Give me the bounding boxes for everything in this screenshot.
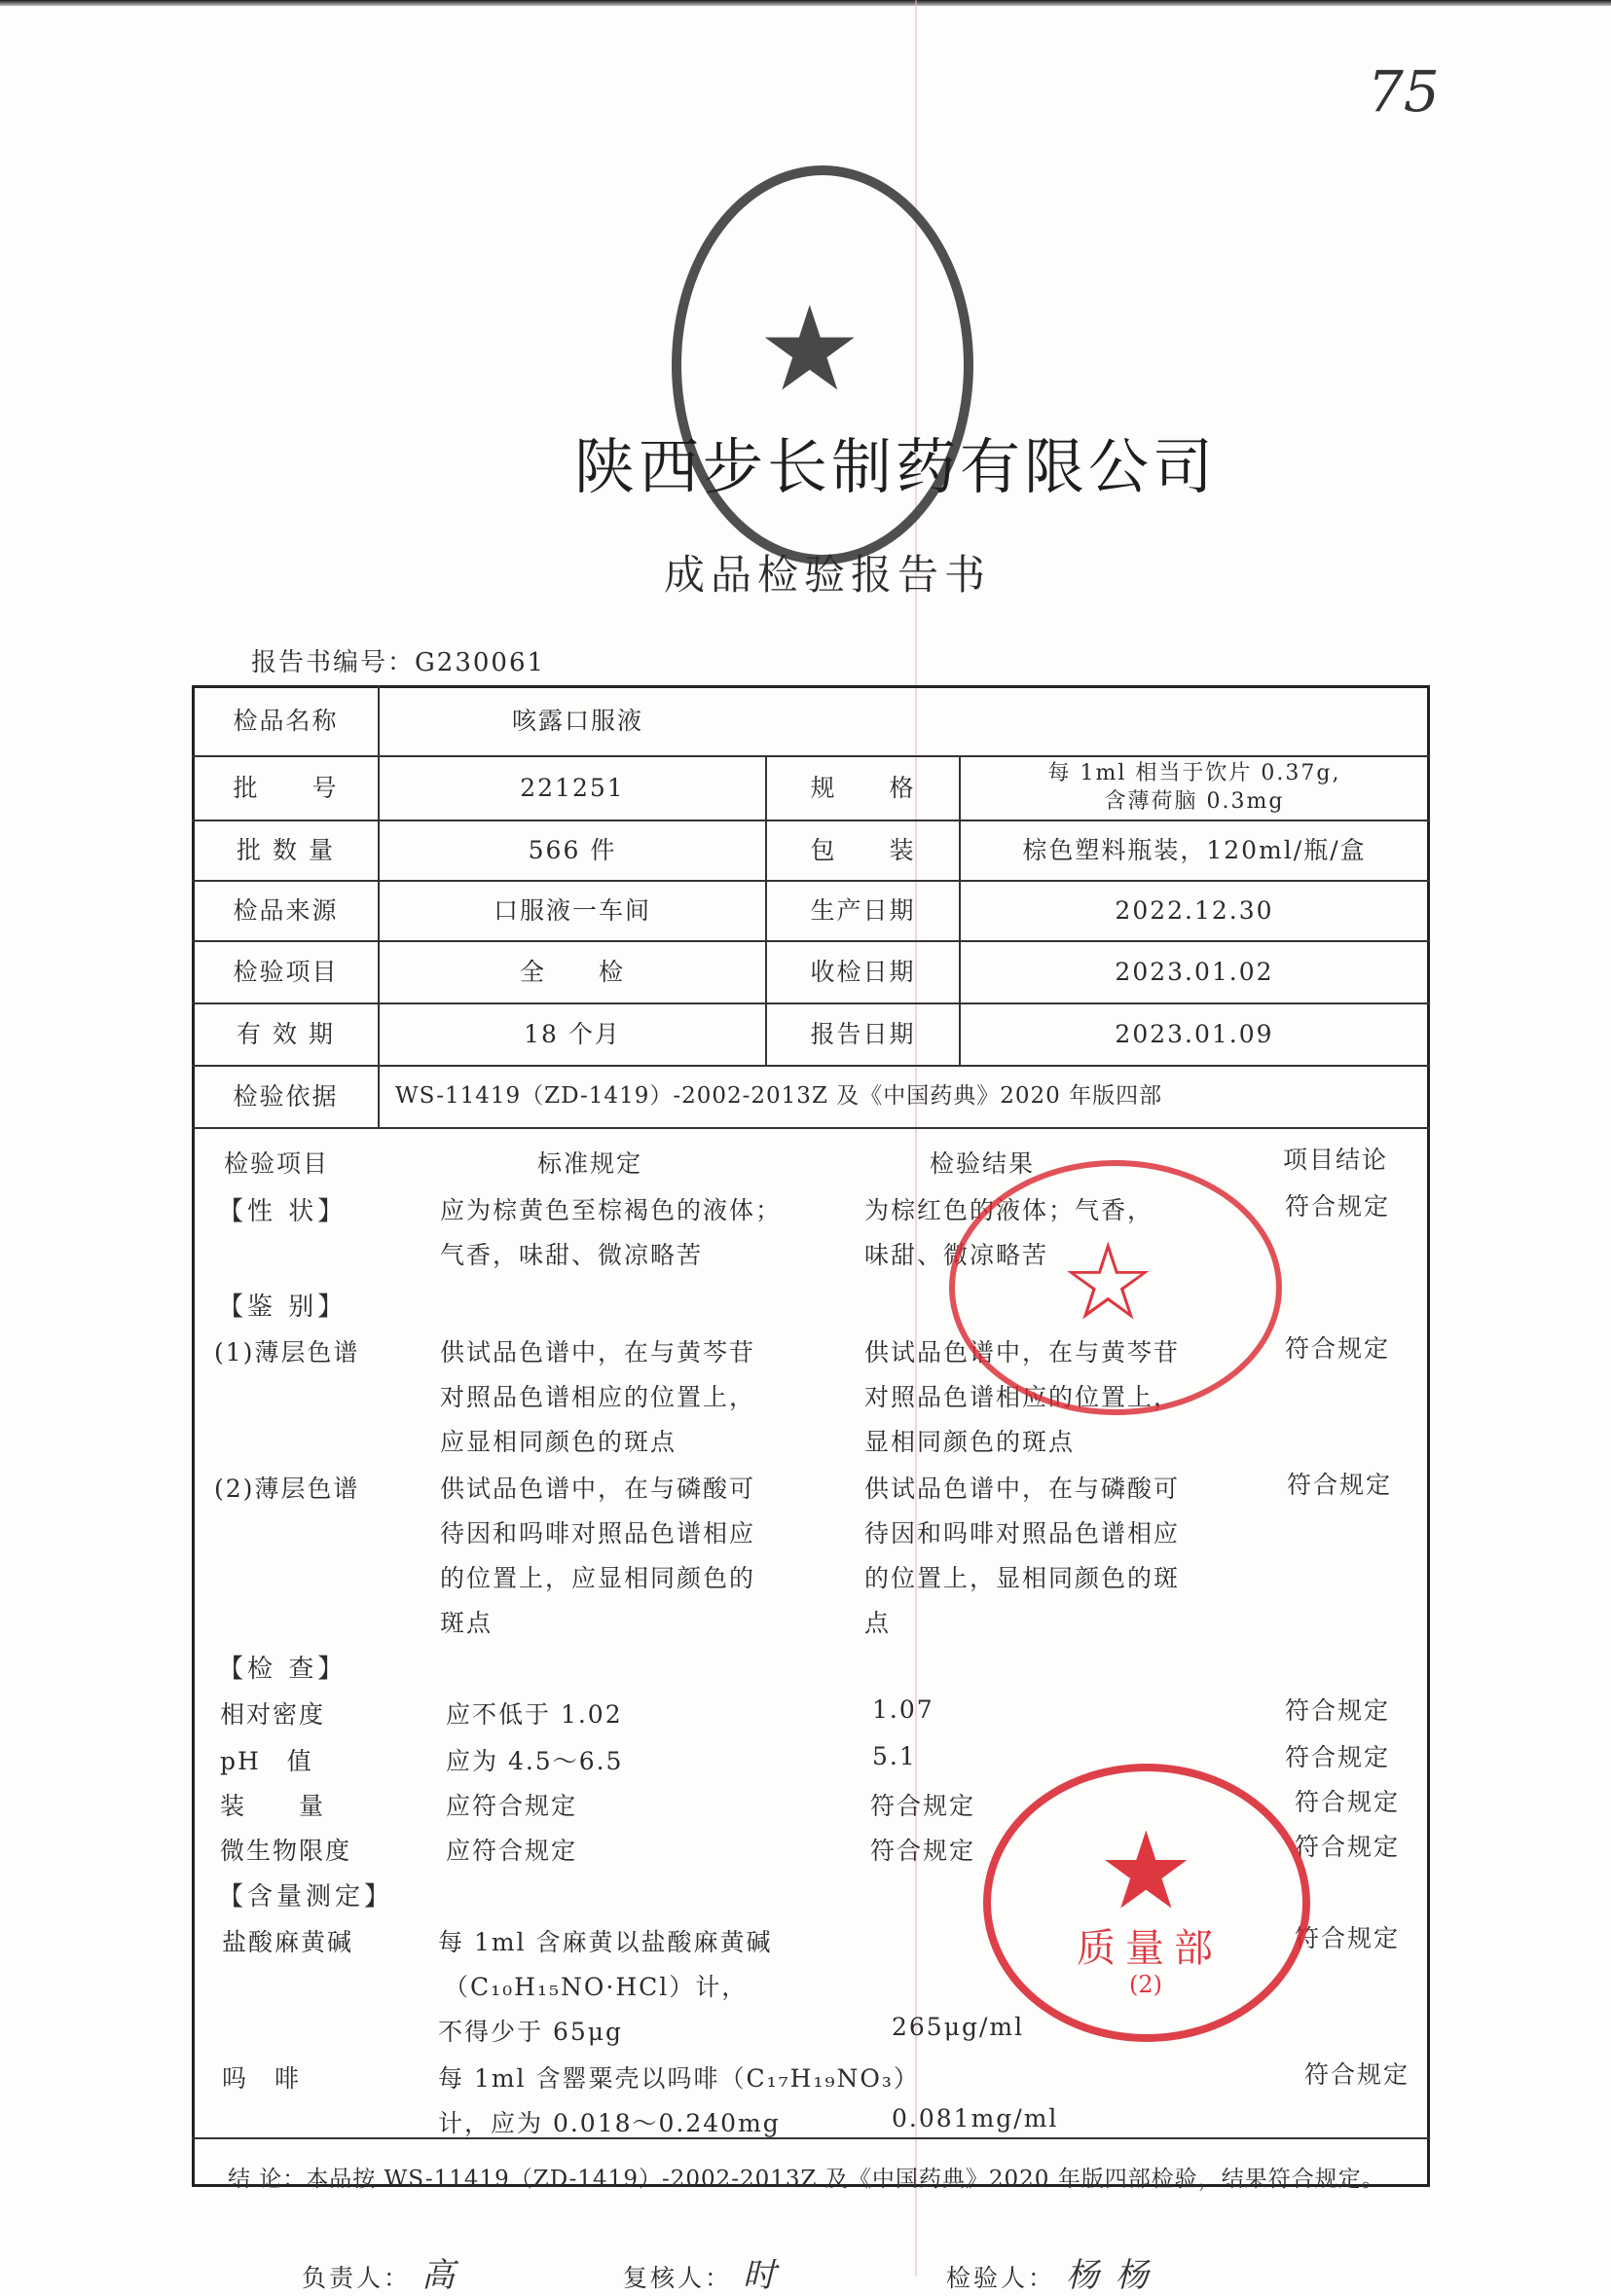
report-number-value: G230061 — [415, 648, 546, 677]
tlc2-result-4: 点 — [864, 1609, 892, 1637]
ephedrine-name: 盐酸麻黄碱 — [222, 1928, 354, 1956]
tlc2-standard-2: 待因和吗啡对照品色谱相应 — [440, 1519, 756, 1548]
density-conclusion: 符合规定 — [1285, 1696, 1391, 1725]
reviewer-signature — [623, 2248, 779, 2296]
tlc1-result-2: 对照品色谱相应的位置上， — [864, 1383, 1181, 1411]
row-divider — [192, 2137, 1430, 2139]
ph-result: 5.1 — [872, 1742, 917, 1770]
seal-star-icon: ★ — [757, 282, 862, 418]
batch-no: 221251 — [520, 773, 625, 802]
seal-sub: (2) — [1129, 1971, 1162, 1998]
tlc1-name: (1)薄层色谱 — [214, 1338, 360, 1367]
responsible-label: 负责人： — [302, 2264, 412, 2292]
microbial-standard: 应符合规定 — [446, 1837, 578, 1865]
morphine-name: 吗 啡 — [222, 2064, 302, 2093]
ph-name: pH 值 — [220, 1747, 313, 1775]
responsible-name: 高 — [421, 2256, 458, 2295]
label-spec: 规 格 — [810, 773, 916, 802]
tlc1-result-3: 显相同颜色的斑点 — [864, 1428, 1076, 1456]
density-result: 1.07 — [872, 1695, 934, 1724]
report-date: 2023.01.09 — [1115, 1019, 1274, 1048]
label-inspection-item: 检验项目 — [233, 957, 339, 986]
label-validity: 有 效 期 — [237, 1019, 335, 1048]
company-name: 陕西步长制药有限公司 — [574, 431, 1218, 502]
morphine-standard-2: 计，应为 0.018～0.240mg — [438, 2109, 781, 2137]
section-inspection: 【检 查】 — [218, 1655, 348, 1684]
section-assay: 【含量测定】 — [218, 1882, 394, 1912]
spec-line-1: 每 1ml 相当于饮片 0.37g, — [1047, 761, 1341, 786]
col-header-item: 检验项目 — [224, 1149, 330, 1178]
receive-date: 2023.01.02 — [1115, 957, 1274, 986]
appearance-standard-1: 应为棕黄色至棕褐色的液体； — [440, 1196, 783, 1224]
scan-edge — [0, 0, 1611, 6]
seal-label: 质量部 — [1077, 1926, 1223, 1971]
tlc2-standard-3: 的位置上，应显相同颜色的 — [440, 1564, 756, 1592]
label-package: 包 装 — [810, 835, 916, 864]
volume-standard: 应符合规定 — [446, 1792, 578, 1820]
col-header-conclusion: 项目结论 — [1283, 1146, 1389, 1174]
row-divider — [192, 1127, 1430, 1129]
spec-line-2: 含薄荷脑 0.3mg — [1104, 789, 1285, 814]
spec — [961, 757, 1428, 820]
label-product-name: 检品名称 — [233, 706, 339, 735]
appearance-result-1: 为棕红色的液体；气香， — [864, 1196, 1154, 1224]
col-header-standard: 标准规定 — [537, 1149, 643, 1178]
label-source: 检品来源 — [233, 895, 339, 925]
microbial-name: 微生物限度 — [220, 1837, 352, 1865]
source: 口服液一车间 — [493, 895, 651, 925]
reviewer-name: 时 — [742, 2256, 779, 2295]
tlc2-result-2: 待因和吗啡对照品色谱相应 — [864, 1519, 1181, 1548]
volume-conclusion: 符合规定 — [1295, 1788, 1401, 1816]
report-number — [251, 642, 545, 678]
label-batch-no: 批 号 — [233, 773, 339, 802]
microbial-conclusion: 符合规定 — [1295, 1833, 1401, 1861]
seal-star-icon: ☆ — [1060, 1220, 1156, 1344]
product-name: 咳露口服液 — [512, 706, 644, 735]
density-standard: 应不低于 1.02 — [446, 1700, 623, 1729]
distributor-seal — [949, 1160, 1282, 1415]
volume-name: 装 量 — [220, 1792, 326, 1820]
reviewer-label: 复核人： — [623, 2264, 733, 2292]
section-appearance: 【性 状】 — [218, 1197, 348, 1226]
tlc2-result-3: 的位置上，显相同颜色的斑 — [864, 1564, 1181, 1592]
tlc2-conclusion: 符合规定 — [1287, 1471, 1393, 1499]
tlc1-standard-1: 供试品色谱中，在与黄芩苷 — [440, 1338, 756, 1367]
final-conclusion: 结 论：本品按 WS-11419（ZD-1419）-2002-2013Z 及《中国药典》2020 年版四部检验，结果符合规定。 — [228, 2167, 1385, 2192]
appearance-result-2: 味甜、微凉略苦 — [864, 1241, 1049, 1269]
ephedrine-standard-3: 不得少于 65μg — [438, 2018, 624, 2046]
density-name: 相对密度 — [220, 1700, 326, 1729]
appearance-standard-2: 气香，味甜、微凉略苦 — [440, 1241, 704, 1269]
production-date: 2022.12.30 — [1115, 895, 1274, 925]
inspector-name: 杨 杨 — [1065, 2256, 1152, 2295]
ephedrine-standard-1: 每 1ml 含麻黄以盐酸麻黄碱 — [438, 1928, 773, 1956]
appearance-conclusion: 符合规定 — [1285, 1192, 1391, 1221]
ph-standard: 应为 4.5～6.5 — [446, 1747, 624, 1775]
ph-conclusion: 符合规定 — [1285, 1743, 1391, 1771]
tlc2-name: (2)薄层色谱 — [214, 1475, 360, 1503]
microbial-result: 符合规定 — [870, 1837, 976, 1865]
label-batch-qty: 批 数 量 — [237, 835, 335, 864]
tlc2-standard-4: 斑点 — [440, 1609, 494, 1637]
inspector-label: 检验人： — [946, 2264, 1056, 2292]
document-title: 成品检验报告书 — [664, 551, 992, 599]
seal-star-icon: ★ — [1098, 1808, 1194, 1933]
tlc1-result-1: 供试品色谱中，在与黄芩苷 — [864, 1338, 1181, 1367]
page-mark: 75 — [1368, 58, 1440, 125]
basis: WS-11419（ZD-1419）-2002-2013Z 及《中国药典》2020 年版四部 — [395, 1083, 1163, 1110]
inspector-signature — [946, 2248, 1152, 2296]
volume-result: 符合规定 — [870, 1792, 976, 1820]
tlc1-standard-3: 应显相同颜色的斑点 — [440, 1428, 677, 1456]
tlc2-result-1: 供试品色谱中，在与磷酸可 — [864, 1475, 1181, 1503]
quality-dept-seal — [983, 1764, 1310, 2042]
label-production-date: 生产日期 — [810, 895, 916, 925]
responsible-signature — [302, 2248, 458, 2296]
tlc2-standard-1: 供试品色谱中，在与磷酸可 — [440, 1475, 756, 1503]
morphine-standard-1: 每 1ml 含罂粟壳以吗啡（C₁₇H₁₉NO₃） — [438, 2064, 920, 2093]
package: 棕色塑料瓶装，120ml/瓶/盒 — [1022, 835, 1367, 864]
label-basis: 检验依据 — [233, 1081, 339, 1111]
tlc1-standard-2: 对照品色谱相应的位置上， — [440, 1383, 756, 1411]
section-identification: 【鉴 别】 — [218, 1293, 348, 1322]
validity: 18 个月 — [524, 1019, 621, 1048]
label-receive-date: 收检日期 — [810, 957, 916, 986]
morphine-conclusion: 符合规定 — [1304, 2060, 1410, 2089]
report-number-label: 报告书编号： — [251, 648, 416, 677]
ephedrine-conclusion: 符合规定 — [1295, 1924, 1401, 1952]
col-header-result: 检验结果 — [930, 1149, 1036, 1178]
ephedrine-standard-2: （C₁₀H₁₅NO·HCl）计， — [444, 1973, 749, 2001]
batch-qty: 566 件 — [528, 835, 617, 864]
morphine-result: 0.081mg/ml — [892, 2104, 1059, 2132]
tlc1-conclusion: 符合规定 — [1285, 1334, 1391, 1363]
ephedrine-result: 265μg/ml — [892, 2013, 1025, 2041]
inspection-item: 全 检 — [519, 957, 625, 986]
label-report-date: 报告日期 — [810, 1019, 916, 1048]
